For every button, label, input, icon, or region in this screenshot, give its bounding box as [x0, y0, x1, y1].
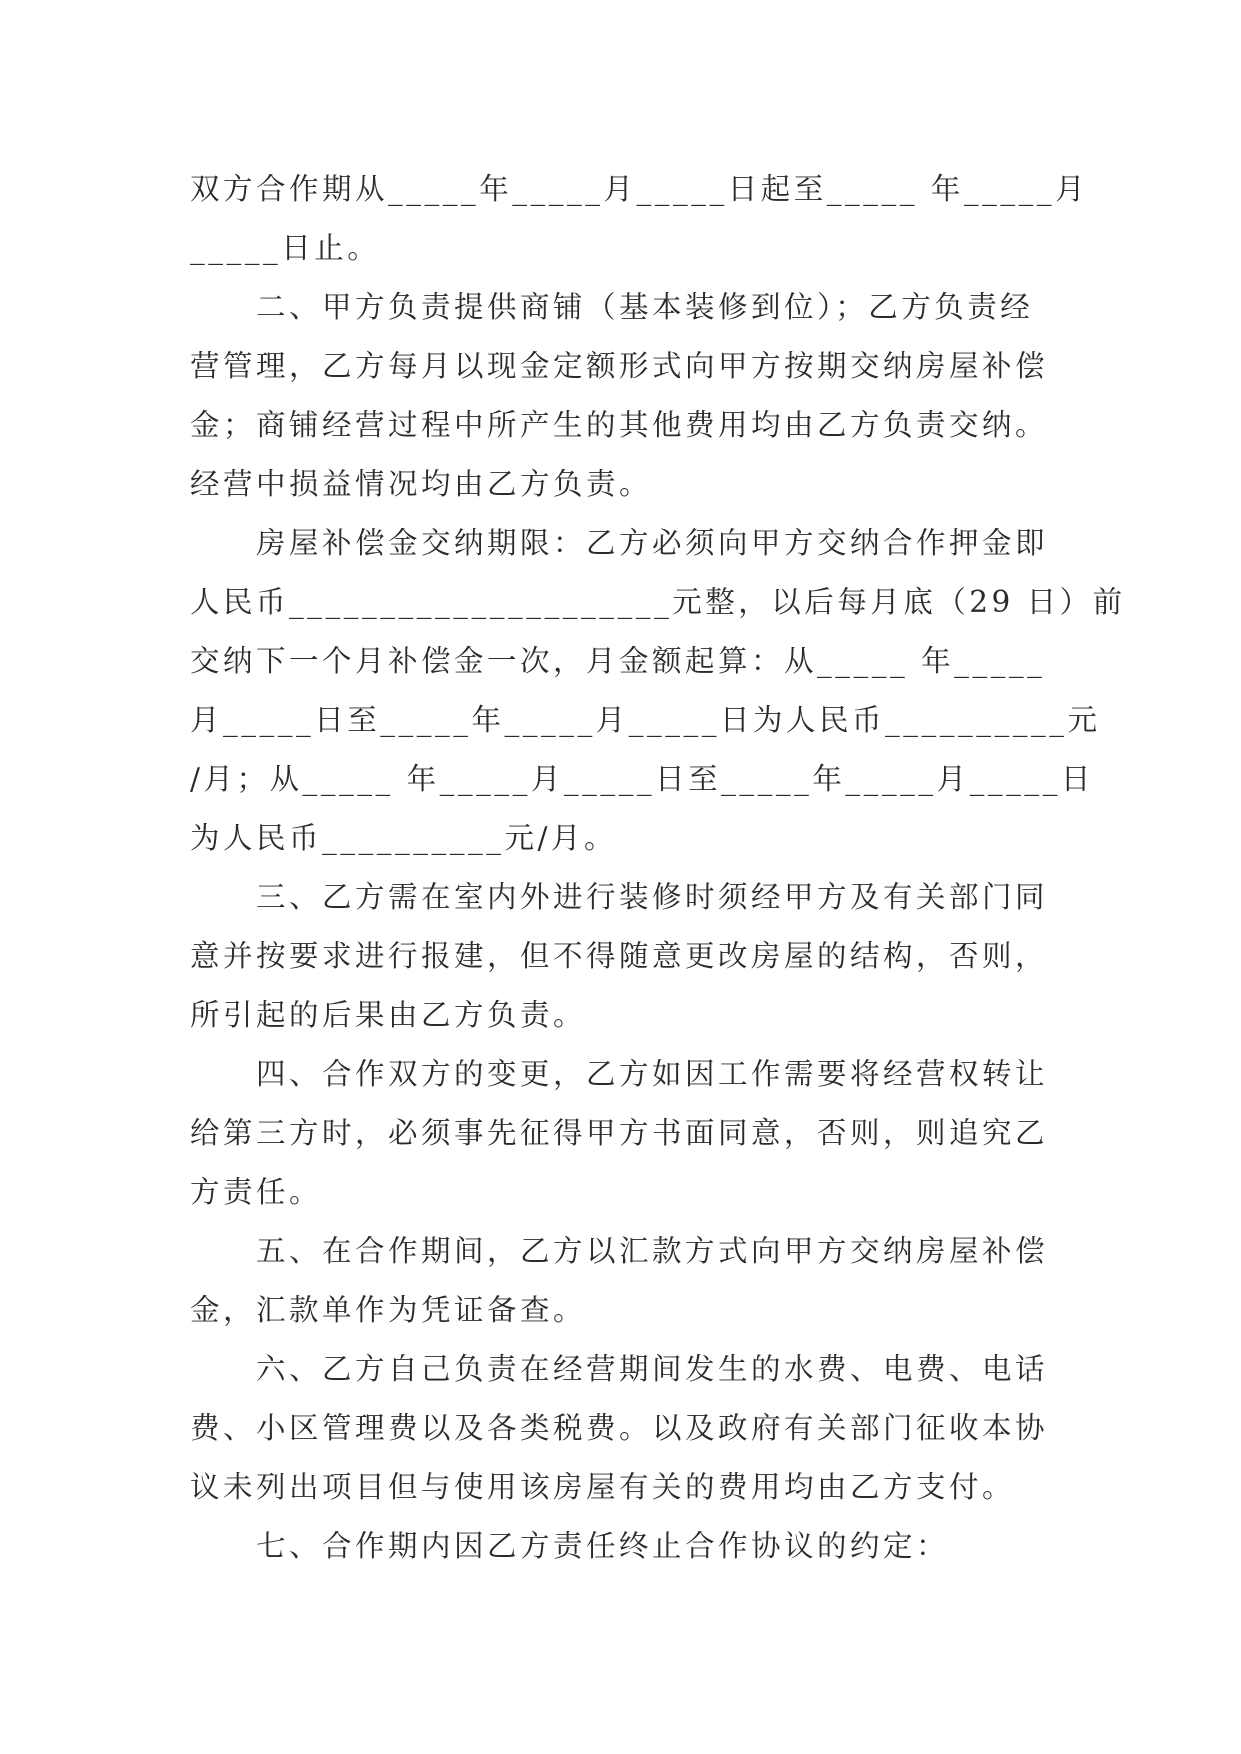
paragraph-clause-3: [190, 868, 1050, 1045]
text-line: 金，汇款单作为凭证备查。: [190, 1293, 587, 1327]
text-line: 为人民币__________元/月。: [190, 821, 617, 855]
text-line: /月；从_____ 年_____月_____日至_____年_____月_____日: [190, 762, 1094, 796]
text-line: 议未列出项目但与使用该房屋有关的费用均由乙方支付。: [190, 1470, 1016, 1504]
paragraph-clause-7: [190, 1517, 1050, 1576]
paragraph-clause-4: [190, 1045, 1050, 1222]
text-line: 四、合作双方的变更，乙方如因工作需要将经营权转让: [256, 1057, 1049, 1091]
text-line: 五、在合作期间，乙方以汇款方式向甲方交纳房屋补偿: [256, 1234, 1049, 1268]
text-line: 意并按要求进行报建，但不得随意更改房屋的结构，否则，: [190, 939, 1049, 973]
paragraph-term-period: [190, 160, 1089, 278]
document-body: [190, 160, 1126, 1576]
text-line: 月_____日至_____年_____月_____日为人民币__________元: [190, 703, 1101, 737]
text-line: 三、乙方需在室内外进行装修时须经甲方及有关部门同: [256, 880, 1049, 914]
paragraph-clause-5: [190, 1222, 1050, 1340]
text-line: 房屋补偿金交纳期限：乙方必须向甲方交纳合作押金即: [256, 526, 1049, 560]
text-line: 六、乙方自己负责在经营期间发生的水费、电费、电话: [256, 1352, 1049, 1386]
paragraph-clause-2: [190, 278, 1050, 514]
text-line: 人民币_____________________元整，以后每月底（29 日）前: [190, 585, 1126, 619]
paragraph-compensation-terms: [190, 514, 1126, 868]
text-line: 给第三方时，必须事先征得甲方书面同意，否则，则追究乙: [190, 1116, 1049, 1150]
text-line: _____日止。: [190, 231, 381, 265]
text-line: 金；商铺经营过程中所产生的其他费用均由乙方负责交纳。: [190, 408, 1049, 442]
text-line: 费、小区管理费以及各类税费。以及政府有关部门征收本协: [190, 1411, 1049, 1445]
text-line: 营管理，乙方每月以现金定额形式向甲方按期交纳房屋补偿: [190, 349, 1049, 383]
text-line: 双方合作期从_____年_____月_____日起至_____ 年_____月: [190, 172, 1089, 206]
text-line: 二、甲方负责提供商铺（基本装修到位）；乙方负责经: [256, 290, 1034, 324]
paragraph-clause-6: [190, 1340, 1050, 1517]
text-line: 方责任。: [190, 1175, 323, 1209]
text-line: 经营中损益情况均由乙方负责。: [190, 467, 653, 501]
text-line: 七、合作期内因乙方责任终止合作协议的约定：: [256, 1529, 950, 1563]
text-line: 所引起的后果由乙方负责。: [190, 998, 587, 1032]
text-line: 交纳下一个月补偿金一次，月金额起算：从_____ 年_____: [190, 644, 1046, 678]
